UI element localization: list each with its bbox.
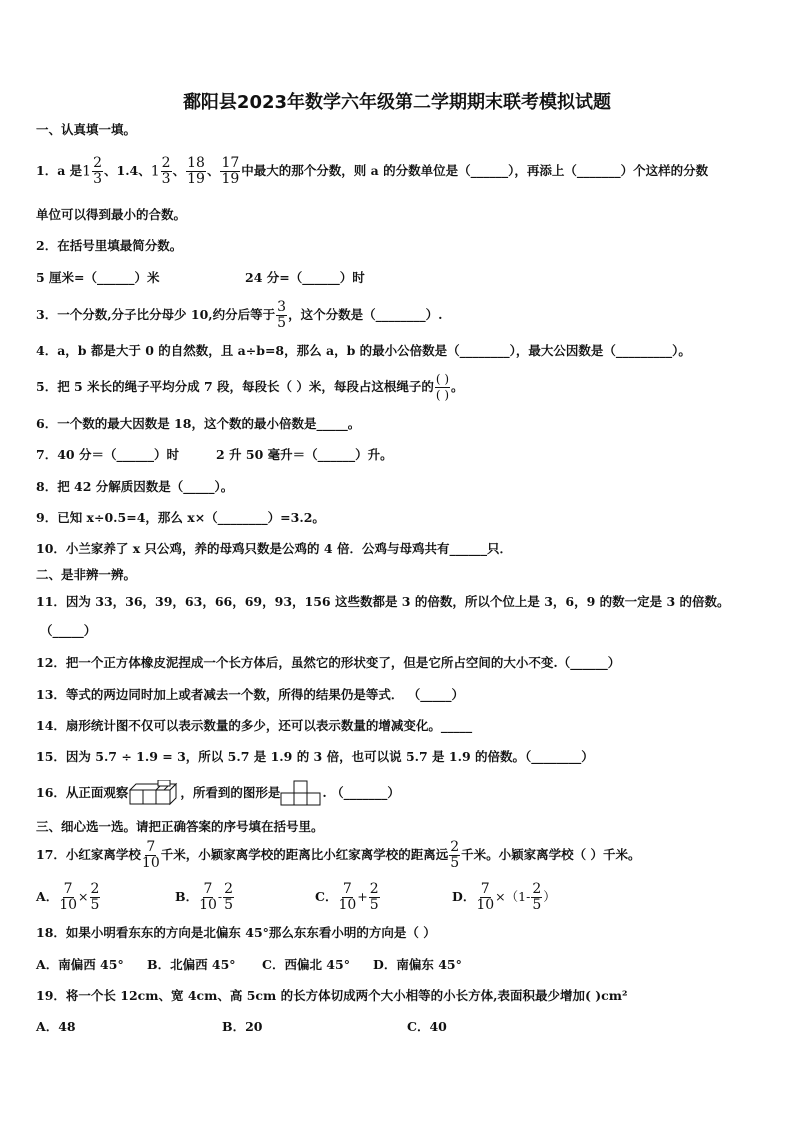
question-18: 18．如果小明看东东的方向是北偏东 45°那么东东看小明的方向是（ ） <box>36 925 436 940</box>
question-2a: 5 厘米=（______）米 <box>36 270 160 285</box>
question-13: 13．等式的两边同时加上或者减去一个数，所得的结果仍是等式． （_____） <box>36 687 464 702</box>
numerator: 7 <box>203 880 213 897</box>
q19-option-b[interactable]: B．20 <box>222 1019 263 1034</box>
numerator: 2 <box>369 880 379 897</box>
question-12: 12．把一个正方体橡皮泥捏成一个长方体后，虽然它的形状变了，但是它所占空间的大小不变.（______） <box>36 655 621 670</box>
denominator: 19 <box>221 170 240 187</box>
denominator: 3 <box>93 170 102 187</box>
denominator: 10 <box>59 896 78 913</box>
numerator: 17 <box>221 154 240 171</box>
question-14: 14．扇形统计图不仅可以表示数量的多少，还可以表示数量的增减变化。_____ <box>36 718 473 733</box>
q18-option-c[interactable]: C．西偏北 45° <box>262 957 350 972</box>
page-title: 鄱阳县2023年数学六年级第二学期期末联考模拟试题 <box>182 92 612 113</box>
question-7a: 7．40 分＝（______）时 <box>36 447 179 462</box>
section-heading-1: 一、认真填一填。 <box>36 122 137 137</box>
q3-suffix: ，这个分数是（________）. <box>288 307 443 322</box>
fraction <box>223 882 234 913</box>
operator: + <box>357 889 368 904</box>
numerator: 7 <box>146 838 156 855</box>
whole: 1 <box>150 163 160 179</box>
fraction-3 <box>186 156 206 187</box>
numerator: 2 <box>161 154 171 171</box>
denominator: 5 <box>450 854 460 871</box>
question-1-line2: 单位可以得到最小的合数。 <box>36 207 187 222</box>
fraction <box>199 882 217 913</box>
option-label: A． <box>36 889 59 904</box>
denominator: ( ) <box>435 387 450 402</box>
question-7b: 2 升 50 毫升＝（______）升。 <box>216 447 393 462</box>
operator: × <box>78 889 89 904</box>
q17-option-b[interactable] <box>175 878 235 916</box>
q16-suffix: . （_______） <box>322 785 400 800</box>
q19-option-a[interactable]: A．48 <box>36 1019 76 1034</box>
numerator: 2 <box>532 880 542 897</box>
q16-mid: ，所看到的图形是 <box>180 785 281 800</box>
question-2b: 24 分=（______）时 <box>245 270 365 285</box>
denominator: 3 <box>161 170 171 187</box>
denominator: 5 <box>369 896 379 913</box>
denominator: 19 <box>187 170 205 187</box>
q17-prefix: 17．小红家离学校 <box>36 847 141 862</box>
q18-option-b[interactable]: B．北偏西 45° <box>147 957 236 972</box>
option-label: C． <box>315 889 338 904</box>
q1-suffix: 中最大的那个分数，则 a 的分数单位是（______），再添上（_______）个这样的分数 <box>241 163 709 178</box>
option-label: B． <box>175 889 199 904</box>
fraction <box>369 882 380 913</box>
close-paren: ） <box>543 889 556 904</box>
denominator: 5 <box>224 896 234 913</box>
question-11-answer: （_____） <box>40 623 97 638</box>
denominator: 10 <box>141 854 160 871</box>
q18-option-d[interactable]: D．南偏东 45° <box>373 957 462 972</box>
denominator: 5 <box>90 896 100 913</box>
q5-prefix: 5．把 5 米长的绳子平均分成 7 段，每段长（ ）米，每段占这根绳子的 <box>36 379 434 394</box>
question-9: 9．已知 x÷0.5=4，那么 x×（________）=3.2。 <box>36 510 325 525</box>
q18-option-a[interactable]: A．南偏西 45° <box>36 957 124 972</box>
question-11: 11．因为 33，36，39，63，66，69，93，156 这些数都是 3 的倍数，所以个位上是 3，6，9 的数一定是 3 的倍数。 <box>36 594 730 609</box>
numerator: 2 <box>93 154 102 171</box>
numerator: 3 <box>277 298 287 315</box>
q5-suffix: 。 <box>451 379 464 394</box>
question-19: 19．将一个长 12cm、宽 4cm、高 5cm 的长方体切成两个大小相等的小长方体,表面积最少增加( )cm² <box>36 988 628 1003</box>
denominator: 10 <box>338 896 357 913</box>
denominator: 5 <box>532 896 542 913</box>
numerator: ( ) <box>435 371 450 386</box>
q1-prefix: 1．a 是 <box>36 163 83 178</box>
fraction <box>531 882 542 913</box>
fraction <box>59 882 77 913</box>
q1-mid2: 、 <box>172 163 186 178</box>
question-16 <box>36 779 400 807</box>
mixed-fraction-2 <box>151 156 173 187</box>
front-view-figure <box>280 780 322 806</box>
operator: - <box>217 889 223 904</box>
fraction-4 <box>220 156 240 187</box>
question-15: 15．因为 5.7 ÷ 1.9 = 3，所以 5.7 是 1.9 的 3 倍，也可以说 5.7 是 1.9 的倍数。（________） <box>36 749 594 764</box>
operator: ×（1- <box>495 889 531 904</box>
fraction <box>90 882 101 913</box>
denominator: 10 <box>199 896 217 913</box>
section-heading-2: 二、是非辨一辨。 <box>36 567 137 582</box>
question-10: 10．小兰家养了 x 只公鸡，养的母鸡只数是公鸡的 4 倍．公鸡与母鸡共有______只． <box>36 541 512 556</box>
3d-blocks-figure <box>128 780 180 806</box>
q17-suffix: 千米。小颖家离学校（ ）千米。 <box>461 847 641 862</box>
q19-option-c[interactable]: C．40 <box>407 1019 447 1034</box>
question-8: 8．把 42 分解质因数是（_____）。 <box>36 479 234 494</box>
blank-fraction <box>435 372 450 403</box>
q17-option-d[interactable] <box>452 878 556 916</box>
fraction <box>276 300 287 331</box>
denominator: 5 <box>277 314 287 331</box>
numerator: 7 <box>342 880 352 897</box>
numerator: 7 <box>63 880 73 897</box>
numerator: 7 <box>480 880 490 897</box>
question-1 <box>36 153 708 189</box>
mixed-fraction-1 <box>82 156 104 187</box>
numerator: 2 <box>90 880 100 897</box>
question-17 <box>36 836 641 874</box>
q3-prefix: 3．一个分数,分子比分母少 10,约分后等于 <box>36 307 276 322</box>
option-label: D． <box>452 889 476 904</box>
numerator: 2 <box>224 880 234 897</box>
section-heading-3: 三、细心选一选。请把正确答案的序号填在括号里。 <box>36 819 324 834</box>
q17-option-c[interactable] <box>315 878 381 916</box>
question-4: 4．a，b 都是大于 0 的自然数，且 a÷b=8，那么 a，b 的最小公倍数是（________），最大公因数是（_________）。 <box>36 343 691 358</box>
q16-prefix: 16．从正面观察 <box>36 785 129 800</box>
numerator: 2 <box>450 838 460 855</box>
question-2: 2．在括号里填最简分数。 <box>36 238 183 253</box>
fraction <box>142 840 160 871</box>
question-17-options <box>36 878 756 916</box>
question-3 <box>36 297 442 333</box>
q17-option-a[interactable] <box>36 878 101 916</box>
question-5 <box>36 368 464 406</box>
fraction <box>338 882 356 913</box>
numerator: 18 <box>187 154 205 171</box>
question-6: 6．一个数的最大因数是 18，这个数的最小倍数是_____。 <box>36 416 361 431</box>
q17-mid: 千米，小颖家离学校的距离比小红家离学校的距离远 <box>160 847 449 862</box>
whole: 1 <box>82 163 92 179</box>
fraction <box>476 882 494 913</box>
denominator: 10 <box>476 896 495 913</box>
q1-mid3: 、 <box>206 163 220 178</box>
q1-mid1: 、1.4、 <box>104 163 151 178</box>
fraction <box>449 840 460 871</box>
